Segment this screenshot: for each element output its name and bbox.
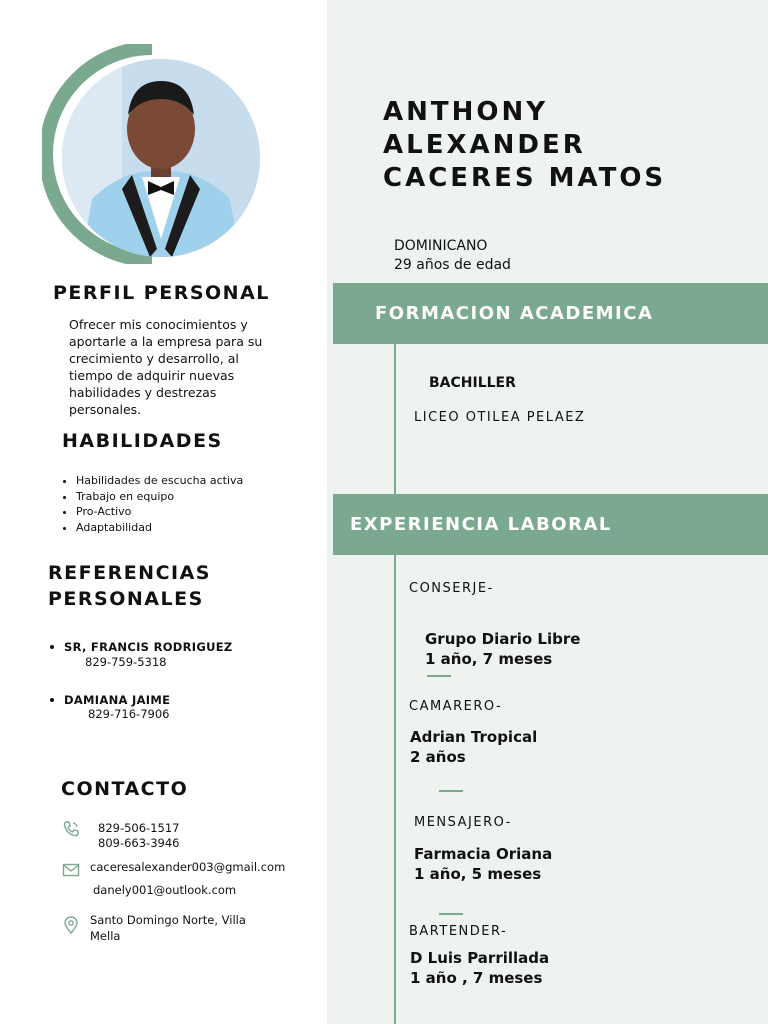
location-pin-icon xyxy=(62,916,80,934)
job-role: CAMARERO- xyxy=(409,699,503,714)
contact-address: Santo Domingo Norte, Villa Mella xyxy=(90,913,246,943)
list-item: • Pro-Activo xyxy=(76,504,243,520)
job-entry xyxy=(414,844,552,884)
list-item: • Adaptabilidad xyxy=(76,520,243,536)
reference-item-2 xyxy=(50,689,170,708)
job-company: Adrian Tropical xyxy=(410,728,538,746)
phone-icon xyxy=(62,820,80,838)
job-company: D Luis Parrillada xyxy=(410,949,550,967)
skills-list xyxy=(58,473,243,535)
reference-name: SR, FRANCIS RODRIGUEZ xyxy=(64,640,233,654)
profile-text: Ofrecer mis conocimientos y aportarle a la empresa para su crecimiento y desarrollo, al tiempo de adquirir nuevas habilidades y destrezas personales. xyxy=(69,317,263,417)
education-header: FORMACION ACADEMICA xyxy=(333,283,768,344)
job-company: Grupo Diario Libre xyxy=(425,630,581,648)
job-role: MENSAJERO- xyxy=(414,815,512,830)
education-degree: BACHILLER xyxy=(429,375,516,391)
personal-info xyxy=(394,237,511,275)
job-role: BARTENDER- xyxy=(409,924,508,939)
reference-phone: 829-716-7906 xyxy=(88,707,170,721)
reference-name: DAMIANA JAIME xyxy=(64,693,171,707)
job-duration: 1 año, 5 meses xyxy=(414,865,542,883)
experience-header: EXPERIENCIA LABORAL xyxy=(333,494,768,555)
experience-timeline xyxy=(394,555,396,1024)
avatar xyxy=(62,59,260,257)
nationality: DOMINICANO xyxy=(394,238,488,254)
skills-title: HABILIDADES xyxy=(62,430,223,452)
divider xyxy=(439,790,463,792)
reference-item-1 xyxy=(50,636,233,655)
mail-icon xyxy=(62,861,80,879)
bullet-icon xyxy=(50,698,54,702)
job-company: Farmacia Oriana xyxy=(414,845,553,863)
job-duration: 2 años xyxy=(410,748,466,766)
age: 29 años de edad xyxy=(394,257,511,273)
contact-email-2: danely001@outlook.com xyxy=(93,883,237,897)
education-school: LICEO OTILEA PELAEZ xyxy=(414,410,586,425)
list-item: • Habilidades de escucha activa xyxy=(76,473,243,489)
job-duration: 1 año, 7 meses xyxy=(425,650,553,668)
contact-phone-1: 829-506-1517 xyxy=(98,821,180,835)
reference-phone: 829-759-5318 xyxy=(85,655,167,669)
profile-title: PERFIL PERSONAL xyxy=(53,282,270,304)
divider xyxy=(439,913,463,915)
profile-photo xyxy=(42,44,262,264)
education-timeline xyxy=(394,344,396,494)
job-entry xyxy=(410,948,549,988)
job-entry xyxy=(410,727,537,767)
contact-title: CONTACTO xyxy=(61,778,189,800)
job-role: CONSERJE- xyxy=(409,581,494,596)
list-item: • Trabajo en equipo xyxy=(76,489,243,505)
references-title: REFERENCIAS PERSONALES xyxy=(48,562,211,610)
full-name: ANTHONY ALEXANDER CACERES MATOS xyxy=(383,97,667,193)
job-entry xyxy=(425,629,580,669)
contact-phone-2: 809-663-3946 xyxy=(98,836,180,850)
contact-email-1: caceresalexander003@gmail.com xyxy=(90,860,286,874)
divider xyxy=(427,675,451,677)
bullet-icon xyxy=(50,645,54,649)
job-duration: 1 año , 7 meses xyxy=(410,969,543,987)
